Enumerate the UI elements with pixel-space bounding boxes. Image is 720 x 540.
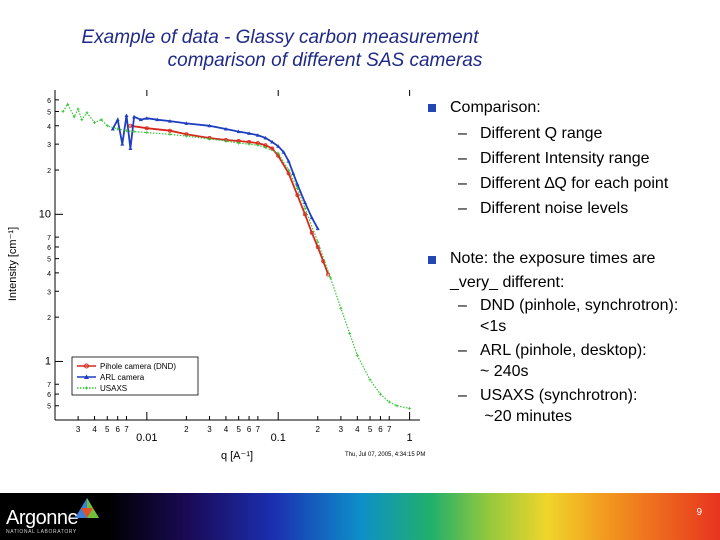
- sub-bullet-text: Different ∆Q for each point: [480, 175, 669, 192]
- data-point: [356, 354, 359, 357]
- x-minor-tick-label: 2: [315, 425, 320, 434]
- x-minor-tick-label: 7: [124, 425, 129, 434]
- sub-bullet-text-cont: ~ 240s: [480, 363, 529, 380]
- timestamp-text: Thu, Jul 07, 2005, 4:34:15 PM: [345, 452, 426, 458]
- x-minor-tick-label: 3: [338, 425, 344, 434]
- data-point: [339, 307, 342, 310]
- data-point: [369, 378, 372, 381]
- x-minor-tick-label: 7: [255, 425, 261, 434]
- data-point: [168, 133, 171, 136]
- x-major-tick-label: 0.1: [270, 432, 286, 444]
- footer-bar: [0, 493, 720, 540]
- sub-bullet-text-cont: ~20 minutes: [480, 408, 573, 425]
- data-point: [120, 142, 124, 146]
- bullet-text: Note: the exposure times are: [450, 250, 656, 267]
- x-minor-tick-label: 6: [115, 425, 120, 434]
- sub-bullet-text: USAXS (synchrotron):: [480, 387, 638, 404]
- data-point: [145, 131, 148, 134]
- y-tick-label: 2: [47, 168, 51, 176]
- slide-title: [0, 26, 560, 72]
- x-minor-tick-label: 2: [184, 425, 189, 434]
- data-point: [329, 276, 332, 279]
- y-axis-label: Intensity [cm⁻¹]: [7, 226, 19, 302]
- series-line-1: [130, 126, 328, 275]
- title-line-1: Example of data - Glassy carbon measurement: [81, 27, 479, 48]
- data-point: [80, 118, 83, 121]
- y-tick-label: 1: [44, 355, 51, 368]
- bullet-comparison: [428, 95, 718, 121]
- legend-entry-label: USAXS: [100, 384, 128, 393]
- y-tick-label: 5: [47, 403, 51, 411]
- dash-icon: –: [458, 342, 467, 359]
- dash-icon: –: [458, 125, 467, 142]
- y-tick-label: 3: [47, 289, 51, 297]
- data-point: [124, 113, 128, 117]
- sub-bullet: [428, 146, 718, 171]
- sub-bullet-text: Different Q range: [480, 125, 603, 142]
- dash-icon: –: [458, 387, 467, 404]
- data-point: [388, 401, 391, 404]
- y-tick-label: 4: [47, 123, 51, 131]
- x-minor-tick-label: 5: [236, 425, 241, 434]
- y-tick-label: 5: [47, 256, 51, 264]
- dash-icon: –: [458, 150, 467, 167]
- x-minor-tick-label: 4: [355, 425, 360, 434]
- sub-bullet-text: Different noise levels: [480, 200, 629, 217]
- sub-bullet-text: DND (pinhole, synchrotron):: [480, 297, 679, 314]
- x-minor-tick-label: 6: [246, 425, 252, 434]
- legend-entry-label: Pihole camera (DND): [100, 362, 177, 371]
- data-point: [128, 147, 132, 151]
- x-major-tick-label: 1: [406, 432, 413, 444]
- x-major-tick-label: 0.01: [136, 432, 158, 444]
- data-point: [379, 393, 382, 396]
- chart-legend: [72, 357, 198, 395]
- x-axis-label: q [A⁻¹]: [220, 450, 254, 462]
- page-number: 9: [696, 507, 702, 518]
- x-minor-tick-label: 7: [387, 425, 392, 434]
- x-minor-tick-label: 3: [207, 425, 212, 434]
- y-tick-label: 6: [47, 244, 51, 252]
- bullet-square-icon: [428, 104, 436, 112]
- argonne-logo-icon: [74, 497, 100, 519]
- x-minor-tick-label: 3: [75, 425, 81, 434]
- bullet-note: [428, 247, 718, 295]
- y-tick-label: 2: [47, 315, 51, 323]
- y-tick-label: 7: [47, 235, 51, 243]
- x-minor-tick-label: 4: [92, 425, 97, 434]
- sub-bullet: [428, 121, 718, 146]
- dash-icon: –: [458, 175, 467, 192]
- bullet-list: [428, 95, 718, 430]
- data-point: [116, 118, 120, 122]
- data-point: [408, 407, 411, 410]
- data-point: [85, 111, 88, 114]
- sub-bullet-text: Different Intensity range: [480, 150, 650, 167]
- dash-icon: –: [458, 200, 467, 217]
- data-point: [348, 332, 351, 335]
- sub-bullet: [428, 385, 718, 427]
- y-tick-label: 5: [47, 109, 51, 117]
- x-minor-tick-label: 5: [367, 425, 373, 434]
- argonne-logo-text: Argonne: [6, 507, 79, 529]
- title-line-2: comparison of different SAS cameras: [167, 50, 483, 71]
- x-minor-tick-label: 5: [105, 425, 110, 434]
- sub-bullet: [428, 171, 718, 196]
- intensity-vs-q-chart: [0, 82, 430, 462]
- bullet-text: Comparison:: [450, 99, 541, 116]
- data-point: [93, 121, 96, 124]
- y-tick-label: 3: [47, 142, 51, 150]
- sub-bullet: [428, 196, 718, 221]
- sub-bullet: [428, 340, 718, 382]
- x-minor-tick-label: 4: [223, 425, 229, 434]
- x-minor-tick-label: 6: [378, 425, 383, 434]
- y-tick-label: 6: [47, 97, 51, 105]
- legend-entry-label: ARL camera: [100, 373, 145, 382]
- argonne-logo-subtitle: NATIONAL LABORATORY: [6, 529, 77, 535]
- y-tick-label: 4: [47, 270, 51, 278]
- bullet-text-cont: _very_ different:: [450, 274, 565, 291]
- sub-bullet-text: ARL (pinhole, desktop):: [480, 342, 647, 359]
- sub-bullet-text-cont: <1s: [480, 318, 507, 335]
- dash-icon: –: [458, 297, 467, 314]
- y-tick-label: 10: [38, 208, 51, 221]
- y-tick-label: 7: [47, 382, 51, 390]
- bullet-square-icon: [428, 256, 436, 264]
- sub-bullet: [428, 295, 718, 337]
- y-tick-label: 6: [47, 392, 51, 400]
